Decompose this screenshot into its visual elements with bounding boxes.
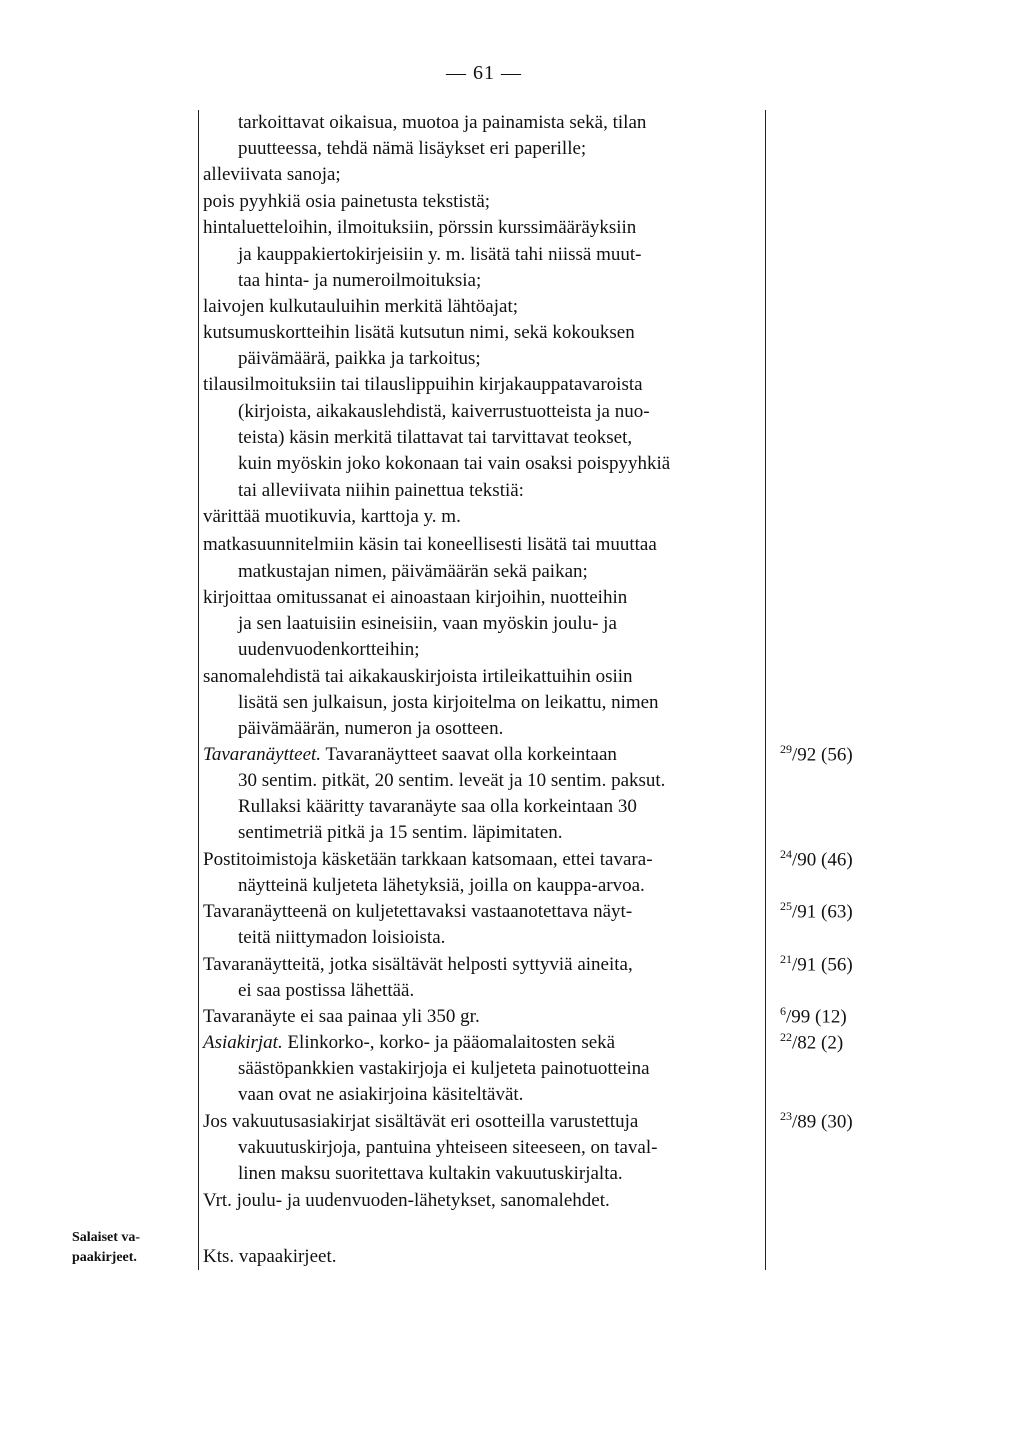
reference	[780, 1004, 847, 1028]
text-line: alleviivata sanoja;	[203, 164, 341, 185]
right-rule	[765, 110, 766, 1270]
text-line: tarkoittavat oikaisua, muotoa ja painamista sekä, tilan	[238, 112, 647, 133]
text-line: sentimetriä pitkä ja 15 sentim. läpimitaten.	[238, 822, 563, 843]
text-line: linen maksu suoritettava kultakin vakuutuskirjalta.	[238, 1163, 623, 1184]
reference-sup: 22	[780, 1030, 792, 1044]
text-line: päivämäärän, numeron ja osotteen.	[238, 718, 504, 739]
text-line: matkustajan nimen, päivämäärän sekä paikan;	[238, 561, 588, 582]
text-line: tai alleviivata niihin painettua tekstiä:	[238, 480, 524, 501]
text-line: teista) käsin merkitä tilattavat tai tarvittavat teokset,	[238, 427, 633, 448]
text-span: Tavaranäytteet saavat olla korkeintaan	[325, 744, 617, 765]
reference-sup: 21	[780, 952, 792, 966]
margin-note	[72, 1228, 140, 1268]
reference-sup: 24	[780, 847, 792, 861]
margin-note-line: paakirjeet.	[72, 1250, 137, 1265]
margin-note-line: Salaiset va-	[72, 1230, 141, 1245]
reference-text: /99 (12)	[786, 1006, 847, 1028]
heading-asiakirjat: Asiakirjat.	[203, 1032, 283, 1053]
reference-sup: 29	[780, 742, 792, 756]
reference	[780, 899, 853, 923]
heading-tavaranaytteet: Tavaranäytteet.	[203, 744, 322, 765]
text-line: 30 sentim. pitkät, 20 sentim. leveät ja 10 sentim. paksut.	[238, 770, 666, 791]
text-line: kuin myöskin joko kokonaan tai vain osaksi poispyyhkiä	[238, 453, 671, 474]
text-line: hintaluetteloihin, ilmoituksiin, pörssin kurssimääräyksiin	[203, 217, 637, 238]
left-rule	[198, 110, 199, 1270]
page-number: — 61 —	[446, 62, 522, 84]
text-line: (kirjoista, aikakauslehdistä, kaiverrustuotteista ja nuo-	[238, 401, 650, 422]
text-line: uudenvuodenkortteihin;	[238, 639, 420, 660]
text-line: lisätä sen julkaisun, josta kirjoitelma on leikattu, nimen	[238, 692, 659, 713]
reference	[780, 1109, 853, 1133]
text-line: sanomalehdistä tai aikakauskirjoista irtileikattuihin osiin	[203, 666, 633, 687]
text-line-tavaranaytteet	[203, 742, 617, 768]
text-line: kirjoittaa omitussanat ei ainoastaan kirjoihin, nuotteihin	[203, 587, 628, 608]
reference-sup: 23	[780, 1109, 792, 1123]
text-line: Tavaranäyte ei saa painaa yli 350 gr.	[203, 1006, 480, 1027]
reference-sup: 25	[780, 899, 792, 913]
text-line: laivojen kulkutauluihin merkitä lähtöajat;	[203, 296, 519, 317]
text-line: näytteinä kuljeteta lähetyksiä, joilla on kauppa-arvoa.	[238, 875, 645, 896]
text-line: Jos vakuutusasiakirjat sisältävät eri osotteilla varustettuja	[203, 1111, 639, 1132]
reference-text: /89 (30)	[792, 1111, 853, 1133]
text-line: Postitoimistoja käsketään tarkkaan katsomaan, ettei tavara-	[203, 849, 653, 870]
reference-text: /91 (63)	[792, 901, 853, 923]
text-line: vaan ovat ne asiakirjoina käsiteltävät.	[238, 1084, 524, 1105]
text-line: pois pyyhkiä osia painetusta tekstistä;	[203, 191, 491, 212]
reference-sup: 6	[780, 1004, 786, 1018]
text-line: puutteessa, tehdä nämä lisäykset eri paperille;	[238, 138, 587, 159]
text-line: ei saa postissa lähettää.	[238, 980, 415, 1001]
text-span: Elinkorko-, korko- ja pääomalaitosten sekä	[287, 1032, 616, 1053]
text-line: ja sen laatuisiin esineisiin, vaan myöskin joulu- ja	[238, 613, 617, 634]
text-line: Tavaranäytteenä on kuljetettavaksi vastaanotettava näyt-	[203, 901, 633, 922]
text-line: Rullaksi kääritty tavaranäyte saa olla korkeintaan 30	[238, 796, 637, 817]
text-line: tilausilmoituksiin tai tilauslippuihin kirjakauppatavaroista	[203, 374, 643, 395]
text-line: kutsumuskortteihin lisätä kutsutun nimi, sekä kokouksen	[203, 322, 635, 343]
reference-text: /90 (46)	[792, 849, 853, 871]
text-line: matkasuunnitelmiin käsin tai koneellisesti lisätä tai muuttaa	[203, 534, 657, 555]
text-line: päivämäärä, paikka ja tarkoitus;	[238, 348, 481, 369]
reference	[780, 1030, 843, 1054]
text-line: teitä niittymadon loisioista.	[238, 927, 446, 948]
text-line: värittää muotikuvia, karttoja y. m.	[203, 506, 461, 527]
reference-text: /91 (56)	[792, 954, 853, 976]
text-line: vakuutuskirjoja, pantuina yhteiseen siteeseen, on taval-	[238, 1137, 658, 1158]
reference	[780, 742, 853, 766]
text-line: Vrt. joulu- ja uudenvuoden-lähetykset, sanomalehdet.	[203, 1190, 610, 1211]
text-line: säästöpankkien vastakirjoja ei kuljeteta painotuotteina	[238, 1058, 650, 1079]
reference	[780, 847, 853, 871]
text-line-asiakirjat	[203, 1030, 615, 1056]
text-line: Kts. vapaakirjeet.	[203, 1246, 337, 1267]
text-line: ja kauppakiertokirjeisiin y. m. lisätä tahi niissä muut-	[238, 244, 642, 265]
reference-text: /82 (2)	[792, 1032, 844, 1054]
reference-text: /92 (56)	[792, 744, 853, 766]
text-line: Tavaranäytteitä, jotka sisältävät helposti syttyviä aineita,	[203, 954, 633, 975]
text-line: taa hinta- ja numeroilmoituksia;	[238, 270, 482, 291]
reference	[780, 952, 853, 976]
